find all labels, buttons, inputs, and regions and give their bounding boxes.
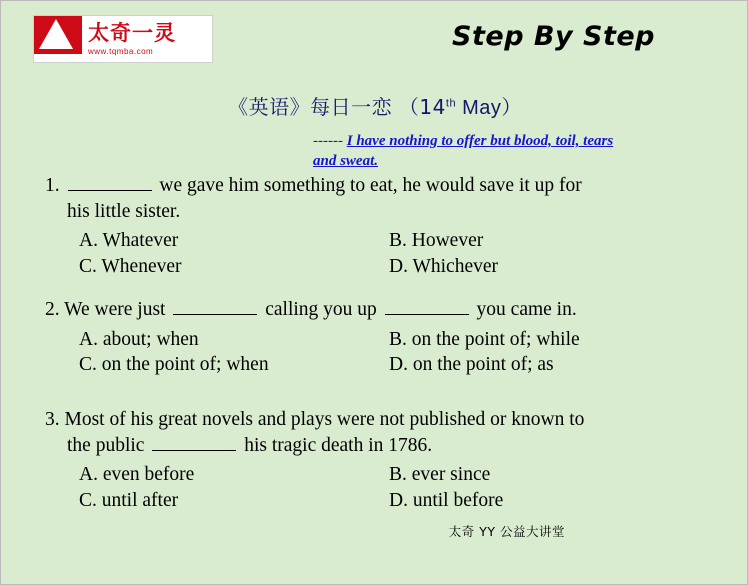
question-3-stem-text-2: the public: [67, 434, 150, 456]
question-1-option-b[interactable]: B. However: [389, 230, 484, 252]
question-1-option-row-2: [79, 254, 705, 280]
question-3-stem-text-3: his tragic death in 1786.: [239, 434, 433, 456]
quote-line-2: and sweat.: [313, 152, 379, 169]
question-1-option-d[interactable]: D. Whichever: [389, 256, 499, 278]
question-3-option-row-1: [79, 462, 715, 488]
question-2-option-row-2: [79, 352, 705, 378]
question-1: [45, 173, 705, 280]
question-2-stem-text-3: you came in.: [471, 299, 577, 320]
question-1-option-a[interactable]: A. Whatever: [79, 230, 179, 252]
question-2-options: [45, 327, 705, 378]
question-2-blank-2: [385, 297, 469, 315]
question-1-stem: [45, 173, 705, 224]
quote-line-1: I have nothing to offer but blood, toil, tears: [346, 133, 614, 149]
question-2: [45, 297, 705, 378]
question-3-option-d[interactable]: D. until before: [389, 490, 504, 512]
question-1-stem-line2: his little sister.: [67, 200, 181, 222]
question-1-option-c[interactable]: C. Whenever: [79, 256, 182, 278]
logo-mark-icon: [34, 16, 82, 62]
quote-block: [313, 132, 683, 171]
question-2-number: 2.: [45, 299, 60, 320]
question-3-number: 3.: [45, 409, 60, 430]
question-3-option-c[interactable]: C. until after: [79, 490, 179, 512]
question-2-option-a[interactable]: A. about; when: [79, 328, 199, 350]
question-1-option-row-1: [79, 228, 705, 254]
question-2-option-d[interactable]: D. on the point of; as: [389, 354, 554, 376]
question-3-stem-text-1: Most of his great novels and plays were not published or known to: [59, 409, 585, 430]
question-3: [45, 407, 715, 514]
question-3-options: [45, 462, 715, 513]
quote-dashes: ------: [313, 133, 347, 149]
question-3-blank-1: [152, 433, 236, 451]
question-1-options: [45, 228, 705, 279]
logo-url-text: www.tqmba.com: [88, 46, 154, 56]
question-2-option-row-1: [79, 327, 705, 353]
question-3-option-a[interactable]: A. even before: [79, 464, 195, 486]
page-title: Step By Step: [452, 21, 655, 52]
question-2-stem-text-1: We were just: [59, 299, 171, 320]
question-2-stem: [45, 297, 705, 323]
brand-logo: [33, 15, 213, 63]
question-3-option-b[interactable]: B. ever since: [389, 464, 491, 486]
question-3-option-row-2: [79, 488, 715, 514]
question-1-number: 1.: [45, 175, 60, 196]
subject-prefix: 《英语》每日一恋 （14: [228, 95, 446, 119]
question-1-stem-text: we gave him something to eat, he would save it up for: [154, 175, 582, 196]
question-2-option-c[interactable]: C. on the point of; when: [79, 354, 269, 376]
logo-chinese-text: 太奇一灵: [88, 20, 176, 45]
question-1-blank-1: [68, 173, 152, 191]
question-3-stem: [45, 407, 715, 458]
subject-suffix: May）: [456, 97, 522, 119]
subject-line: [1, 91, 748, 120]
question-2-stem-text-2: calling you up: [260, 299, 382, 320]
footer-credit: 太奇 YY 公益大讲堂: [448, 524, 565, 539]
question-3-stem-line2: [45, 433, 715, 459]
subject-sup: th: [445, 97, 457, 110]
question-2-option-b[interactable]: B. on the point of; while: [389, 328, 580, 350]
question-2-blank-1: [173, 297, 257, 315]
logo-text: [82, 20, 212, 56]
